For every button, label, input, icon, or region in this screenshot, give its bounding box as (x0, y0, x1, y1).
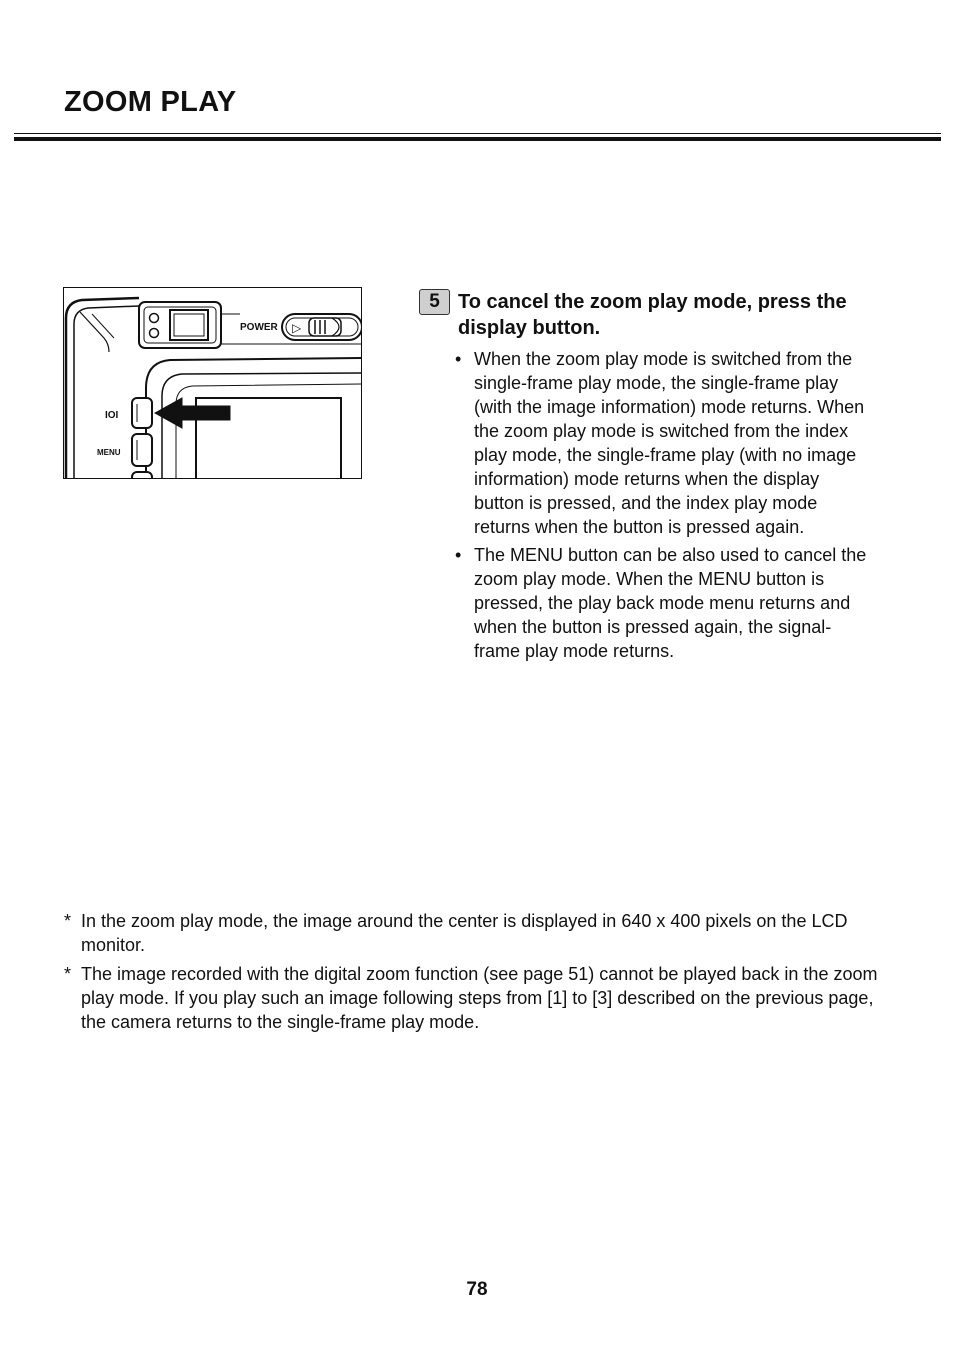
camera-back-illustration (63, 287, 362, 479)
header-rule-thick (14, 137, 941, 141)
step-bullet-list (455, 347, 869, 667)
bullet-icon: • (455, 545, 462, 565)
display-button-symbol: IOI (105, 410, 119, 421)
menu-label: MENU (97, 448, 121, 457)
indicator-lamp-bottom (150, 329, 159, 338)
list-item (455, 347, 869, 539)
footnotes (64, 909, 884, 1039)
camera-body-bevel (80, 312, 109, 352)
note-text: The image recorded with the digital zoom function (see page 51) cannot be played back in the zoom play mode. If you play such an image following steps from [1] to [3] described on the previous page, the camera returns to the single-frame play mode. (81, 964, 878, 1032)
lower-button (132, 472, 152, 478)
header-rule-thin (14, 133, 941, 134)
step-title: To cancel the zoom play mode, press the display button. (458, 291, 847, 339)
bullet-icon: • (455, 349, 462, 369)
power-label: POWER (240, 322, 278, 333)
bullet-text: The MENU button can be also used to cancel the zoom play mode. When the MENU button is pressed, the play back mode menu returns and when the button is pressed again, the signal-frame play mode returns. (474, 545, 867, 661)
menu-button (132, 434, 152, 466)
page-title: ZOOM PLAY (64, 86, 237, 118)
asterisk-icon: * (64, 964, 72, 984)
indicator-lamp-top (150, 314, 159, 323)
note-text: In the zoom play mode, the image around the center is displayed in 640 x 400 pixels on the LCD monitor. (81, 911, 848, 955)
step-number-badge: 5 (419, 289, 450, 315)
list-item (64, 909, 884, 957)
list-item (455, 543, 869, 663)
bullet-text: When the zoom play mode is switched from the single-frame play mode, the single-frame play (with the image information) mode returns. When the zoom play mode is switched from the index play mode, the single-frame play (with no image information) mode returns when the display button is pressed, and the index play mode returns when the button is pressed again. (474, 349, 865, 537)
camera-illustration-svg (64, 288, 361, 478)
asterisk-icon: * (64, 911, 72, 931)
camera-body-bevel-line (92, 314, 114, 338)
display-button (132, 398, 152, 428)
play-icon: ▷ (292, 321, 302, 335)
page-number: 78 (466, 1279, 488, 1300)
list-item (64, 962, 884, 1034)
